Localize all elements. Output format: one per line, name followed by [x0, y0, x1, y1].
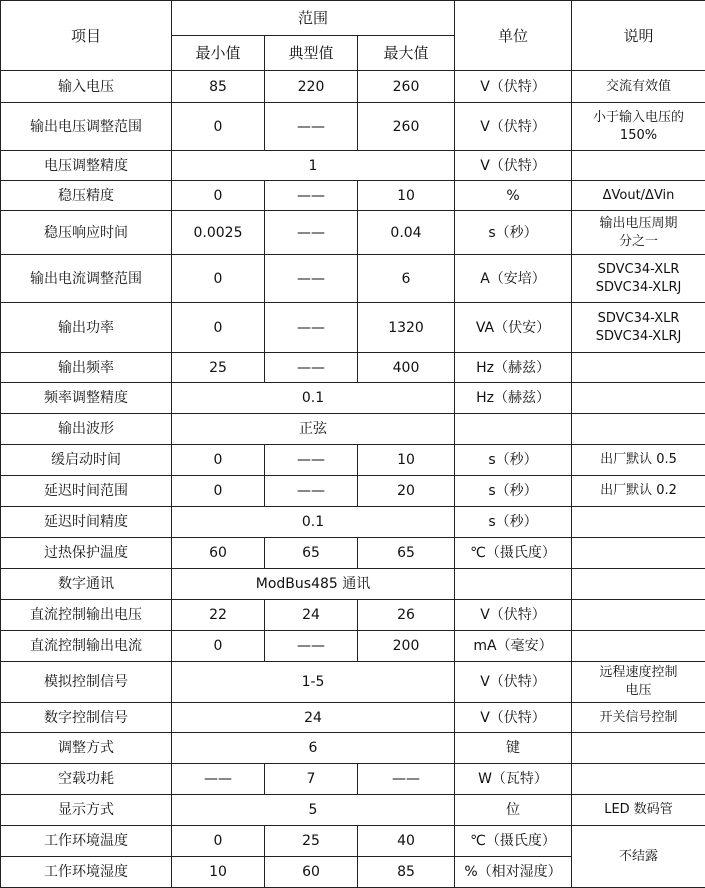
row-unit: ℃（摄氏度） — [455, 826, 572, 857]
row-unit: ℃（摄氏度） — [455, 538, 572, 569]
row-note — [572, 255, 705, 303]
row-note — [572, 303, 705, 353]
row-unit — [455, 569, 572, 600]
row-max: —— — [358, 764, 455, 795]
row-unit: %（相对湿度） — [455, 857, 572, 888]
row-unit: V（伏特） — [455, 703, 572, 733]
row-unit: V（伏特） — [455, 662, 572, 703]
row-typ: 65 — [265, 538, 358, 569]
row-min: 0 — [172, 445, 265, 476]
table-row — [1, 303, 705, 353]
row-typ: —— — [265, 303, 358, 353]
table-row — [1, 795, 705, 826]
row-item: 稳压响应时间 — [1, 211, 172, 255]
row-max: 10 — [358, 445, 455, 476]
row-unit: s（秒） — [455, 445, 572, 476]
row-note: 不结露 — [572, 826, 705, 888]
row-unit: W（瓦特） — [455, 764, 572, 795]
row-item: 频率调整精度 — [1, 383, 172, 414]
row-note-line1: 输出电压周期 — [600, 216, 678, 231]
row-item: 数字通讯 — [1, 569, 172, 600]
row-min: 10 — [172, 857, 265, 888]
row-note — [572, 538, 705, 569]
row-min: 85 — [172, 71, 265, 103]
row-note-line2: SDVC34-XLRJ — [596, 280, 682, 295]
row-max: 200 — [358, 631, 455, 662]
row-item: 输出电压调整范围 — [1, 103, 172, 151]
row-range-value: 0.1 — [172, 507, 455, 538]
row-unit: Hz（赫兹） — [455, 383, 572, 414]
row-item: 工作环境温度 — [1, 826, 172, 857]
row-typ: —— — [265, 181, 358, 211]
row-range-value: 6 — [172, 733, 455, 764]
row-item: 直流控制输出电流 — [1, 631, 172, 662]
header-min: 最小值 — [172, 36, 265, 71]
header-note: 说明 — [572, 1, 705, 71]
row-note-line1: 小于输入电压的 — [593, 110, 684, 125]
row-unit: s（秒） — [455, 211, 572, 255]
row-typ: —— — [265, 255, 358, 303]
row-unit — [455, 414, 572, 445]
table-row — [1, 569, 705, 600]
header-row — [1, 1, 705, 36]
row-note-line1: SDVC34-XLR — [598, 311, 680, 326]
row-note-line2: 分之一 — [619, 234, 658, 249]
table-row — [1, 255, 705, 303]
row-range-value: 24 — [172, 703, 455, 733]
row-item: 缓启动时间 — [1, 445, 172, 476]
row-item: 延迟时间精度 — [1, 507, 172, 538]
row-item: 过热保护温度 — [1, 538, 172, 569]
row-unit: V（伏特） — [455, 71, 572, 103]
row-note — [572, 151, 705, 181]
row-note — [572, 507, 705, 538]
row-unit: 位 — [455, 795, 572, 826]
row-note — [572, 103, 705, 151]
row-typ: —— — [265, 631, 358, 662]
row-min: 22 — [172, 600, 265, 631]
row-unit: 键 — [455, 733, 572, 764]
row-note-line1: 远程速度控制 — [600, 665, 678, 680]
row-range-value: 0.1 — [172, 383, 455, 414]
row-note: ΔVout/ΔVin — [572, 181, 705, 211]
row-note-line2: 电压 — [626, 683, 652, 698]
row-max: 6 — [358, 255, 455, 303]
row-typ: 24 — [265, 600, 358, 631]
table-row — [1, 211, 705, 255]
row-note — [572, 414, 705, 445]
row-min: 0 — [172, 255, 265, 303]
row-unit: mA（毫安） — [455, 631, 572, 662]
row-max: 85 — [358, 857, 455, 888]
table-row — [1, 151, 705, 181]
table-row — [1, 181, 705, 211]
table-row — [1, 826, 705, 857]
row-note — [572, 211, 705, 255]
row-note-line1: SDVC34-XLR — [598, 262, 680, 277]
row-item: 输出频率 — [1, 353, 172, 383]
row-item: 调整方式 — [1, 733, 172, 764]
row-item: 工作环境湿度 — [1, 857, 172, 888]
row-note — [572, 662, 705, 703]
row-unit: V（伏特） — [455, 103, 572, 151]
row-note — [572, 569, 705, 600]
row-item: 稳压精度 — [1, 181, 172, 211]
row-min: 60 — [172, 538, 265, 569]
row-item: 空载功耗 — [1, 764, 172, 795]
row-note — [572, 383, 705, 414]
row-unit: VA（伏安） — [455, 303, 572, 353]
table-row — [1, 662, 705, 703]
row-item: 输入电压 — [1, 71, 172, 103]
row-min: 0 — [172, 103, 265, 151]
row-note — [572, 764, 705, 795]
row-note: 出厂默认 0.2 — [572, 476, 705, 507]
table-row — [1, 631, 705, 662]
row-unit: s（秒） — [455, 507, 572, 538]
table-row — [1, 600, 705, 631]
row-range-value: 正弦 — [172, 414, 455, 445]
header-item: 项目 — [1, 1, 172, 71]
row-item: 直流控制输出电压 — [1, 600, 172, 631]
row-min: 0 — [172, 476, 265, 507]
row-item: 模拟控制信号 — [1, 662, 172, 703]
row-note — [572, 353, 705, 383]
table-row — [1, 703, 705, 733]
row-min: 0 — [172, 181, 265, 211]
row-max: 10 — [358, 181, 455, 211]
row-note — [572, 733, 705, 764]
row-typ: 220 — [265, 71, 358, 103]
row-item: 输出功率 — [1, 303, 172, 353]
row-item: 电压调整精度 — [1, 151, 172, 181]
row-item: 输出电流调整范围 — [1, 255, 172, 303]
row-max: 1320 — [358, 303, 455, 353]
row-min: 0 — [172, 826, 265, 857]
table-row — [1, 71, 705, 103]
row-unit: % — [455, 181, 572, 211]
row-min: 0 — [172, 631, 265, 662]
table-row — [1, 476, 705, 507]
row-note: 交流有效值 — [572, 71, 705, 103]
row-note: LED 数码管 — [572, 795, 705, 826]
row-typ: —— — [265, 103, 358, 151]
row-note-line2: 150% — [620, 128, 657, 143]
row-typ: —— — [265, 445, 358, 476]
row-range-value: 1-5 — [172, 662, 455, 703]
row-range-value: ModBus485 通讯 — [172, 569, 455, 600]
row-item: 延迟时间范围 — [1, 476, 172, 507]
row-typ: —— — [265, 476, 358, 507]
row-min: 0.0025 — [172, 211, 265, 255]
row-range-value: 1 — [172, 151, 455, 181]
row-unit: A（安培） — [455, 255, 572, 303]
row-max: 40 — [358, 826, 455, 857]
row-max: 65 — [358, 538, 455, 569]
header-max: 最大值 — [358, 36, 455, 71]
row-min: 0 — [172, 303, 265, 353]
table-row — [1, 103, 705, 151]
table-row — [1, 383, 705, 414]
row-min: —— — [172, 764, 265, 795]
table-row — [1, 764, 705, 795]
row-unit: V（伏特） — [455, 600, 572, 631]
row-typ: —— — [265, 211, 358, 255]
header-unit: 单位 — [455, 1, 572, 71]
table-row — [1, 445, 705, 476]
row-typ: 60 — [265, 857, 358, 888]
row-typ: 25 — [265, 826, 358, 857]
row-max: 20 — [358, 476, 455, 507]
row-note: 出厂默认 0.5 — [572, 445, 705, 476]
row-range-value: 5 — [172, 795, 455, 826]
row-unit: s（秒） — [455, 476, 572, 507]
row-item: 输出波形 — [1, 414, 172, 445]
row-note — [572, 631, 705, 662]
row-min: 25 — [172, 353, 265, 383]
header-range: 范围 — [172, 1, 455, 36]
row-note-line2: SDVC34-XLRJ — [596, 329, 682, 344]
table-row — [1, 538, 705, 569]
row-max: 0.04 — [358, 211, 455, 255]
row-item: 数字控制信号 — [1, 703, 172, 733]
table-row — [1, 414, 705, 445]
row-unit: V（伏特） — [455, 151, 572, 181]
row-max: 260 — [358, 71, 455, 103]
row-unit: Hz（赫兹） — [455, 353, 572, 383]
table-row — [1, 507, 705, 538]
table-row — [1, 353, 705, 383]
row-typ: 7 — [265, 764, 358, 795]
row-max: 400 — [358, 353, 455, 383]
row-max: 26 — [358, 600, 455, 631]
header-typ: 典型值 — [265, 36, 358, 71]
table-row — [1, 733, 705, 764]
row-max: 260 — [358, 103, 455, 151]
row-note: 开关信号控制 — [572, 703, 705, 733]
row-note — [572, 600, 705, 631]
row-item: 显示方式 — [1, 795, 172, 826]
row-typ: —— — [265, 353, 358, 383]
